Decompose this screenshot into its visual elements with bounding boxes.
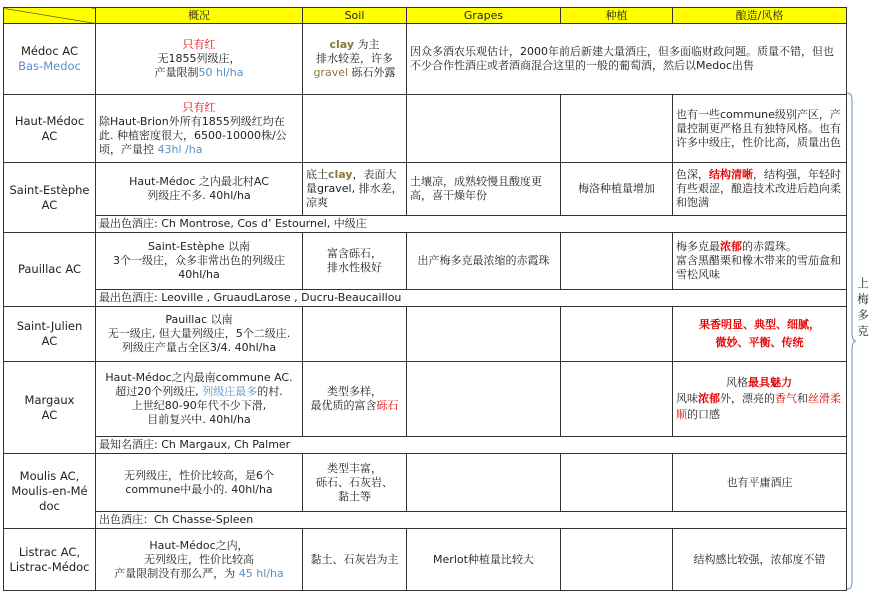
- region-subname: Bas-Medoc: [18, 59, 81, 73]
- soil-cell: [303, 163, 407, 216]
- region-name: Saint-Julien: [16, 319, 83, 333]
- row-medoc: [4, 24, 847, 95]
- style-line: [676, 240, 843, 254]
- overview-line: Saint-Estèphe 以南: [147, 240, 250, 253]
- style-cell: 结构感比较强，浓郁度不错: [673, 529, 847, 591]
- overview-highlight: 列级庄最多: [202, 385, 258, 398]
- style-highlight: 微妙、平衡、传统: [715, 336, 804, 349]
- region-name: Margaux: [24, 392, 75, 407]
- style-highlight: 浓郁: [698, 392, 720, 405]
- planting-cell: [561, 529, 673, 591]
- header-corner: [4, 8, 96, 24]
- region-cell: [4, 529, 96, 591]
- side-label-char: 梅: [857, 292, 869, 306]
- soil-term: clay: [328, 168, 353, 181]
- soil-cell: [303, 95, 407, 163]
- soil-text: 底土: [306, 168, 328, 181]
- soil-text: 排水较差，许多: [316, 52, 393, 65]
- soil-cell: [303, 24, 407, 95]
- overview-line: 无一级庄, 但大量列级庄，5个二级庄.: [107, 327, 291, 340]
- overview-line: [99, 66, 299, 80]
- planting-cell: [561, 95, 673, 163]
- soil-text: 类型多样，: [327, 385, 382, 398]
- overview-line: Haut-Médoc 之内最北村AC: [129, 175, 269, 188]
- grapes-cell: [407, 454, 561, 512]
- region-name: Moulis AC,: [19, 468, 80, 483]
- soil-text: 砾石外露: [348, 66, 396, 79]
- soil-cell: 黏土、石灰岩为主: [303, 529, 407, 591]
- style-cell: [673, 307, 847, 362]
- style-highlight: 结构清晰: [709, 168, 753, 181]
- region-name: doc: [39, 498, 60, 513]
- soil-text: 类型丰富，: [327, 461, 382, 475]
- note-row: [4, 437, 847, 454]
- region-name: AC: [41, 407, 58, 422]
- style-cell: [673, 163, 847, 216]
- row-saint-julien: [4, 307, 847, 362]
- style-cell: [673, 362, 847, 437]
- row-moulis: [4, 454, 847, 512]
- overview-cell: [96, 233, 303, 290]
- style-cell: 也有平庸酒庄: [673, 454, 847, 512]
- style-text: 色深，: [676, 168, 709, 181]
- region-name: Pauillac AC: [17, 262, 82, 276]
- medoc-comparison-table: [3, 7, 847, 591]
- note-row: [4, 216, 847, 233]
- red-only-label: 只有红: [182, 38, 216, 51]
- notable-chateaux: 出色酒庄：Ch Chasse-Spleen: [96, 512, 847, 529]
- region-name: Haut-Médoc: [14, 113, 85, 128]
- region-cell: [4, 95, 96, 163]
- soil-text: 富含砾石，: [327, 247, 382, 260]
- note-row: [4, 290, 847, 307]
- overview-line: 无列级庄，性价比较高: [144, 552, 254, 566]
- notable-chateaux: 最出色酒庄: Leoville , GruaudLarose , Ducru-Beaucaillou: [96, 290, 847, 307]
- soil-term: clay: [329, 38, 355, 51]
- overview-line: 列级庄产量占全区3/4. 40hl/ha: [121, 341, 277, 354]
- overview-text: 产量限制没有那么严，为: [114, 566, 239, 580]
- header-overview: 概况: [96, 8, 303, 24]
- header-row: [4, 8, 847, 24]
- style-highlight: 香气: [775, 392, 797, 405]
- overview-line: 无1855列级庄，: [157, 52, 241, 65]
- soil-text: 排水性极好: [327, 261, 382, 274]
- side-label-char: 克: [857, 324, 869, 338]
- overview-line: Haut-Médoc之内最南commune AC.: [105, 371, 293, 384]
- yield-value: 45 hl/ha: [238, 566, 284, 580]
- grapes-cell: [407, 307, 561, 362]
- soil-text: ，表面大量gravel, 排水差，凉爽: [306, 168, 403, 209]
- right-brace: [846, 92, 856, 590]
- header-soil: Soil: [303, 8, 407, 24]
- row-margaux: [4, 362, 847, 437]
- region-name: Listrac-Médoc: [9, 559, 90, 574]
- side-label-char: 上: [857, 276, 869, 290]
- grapes-cell: 出产梅多克最浓缩的赤霞珠: [407, 233, 561, 290]
- side-label: [856, 275, 870, 339]
- soil-line: [306, 399, 403, 413]
- overview-line: Haut-Médoc之内，: [149, 538, 249, 552]
- style-cell: 也有一些commune级别产区，产量控制更严格且有独特风格。也有许多中级庄，性价比高，质量出色: [673, 95, 847, 163]
- grapes-cell: [407, 95, 561, 163]
- overview-line: 目前复兴中. 40hl/ha: [147, 413, 251, 426]
- region-name: Moulis-en-Mé: [11, 483, 88, 498]
- region-name: AC: [41, 334, 58, 348]
- overview-cell: [96, 362, 303, 437]
- soil-cell: [303, 362, 407, 437]
- region-cell: [4, 454, 96, 529]
- style-text: 和: [797, 392, 808, 405]
- overview-line: 无列级庄，性价比较高，是6个commune中最小的. 40hl/ha: [124, 468, 274, 496]
- region-cell: [4, 163, 96, 233]
- overview-cell: [96, 163, 303, 216]
- style-text: 的赤霞珠。: [742, 240, 797, 253]
- soil-text: 最优质的富含: [310, 399, 377, 412]
- region-cell: [4, 307, 96, 362]
- style-text: ，结构强，年轻时有些艰涩，酿造技术改进后趋向柔和饱满: [676, 168, 841, 209]
- soil-highlight: 砾石: [376, 399, 399, 412]
- region-name: AC: [41, 197, 58, 212]
- style-line: [676, 375, 843, 391]
- region-name: Saint-Estèphe: [9, 182, 90, 197]
- soil-line: [306, 38, 403, 52]
- soil-term: gravel: [313, 66, 349, 79]
- planting-cell: [561, 362, 673, 437]
- yield-value: 43hl /ha: [157, 142, 203, 156]
- region-name: AC: [41, 128, 58, 143]
- soil-text: 砾石、石灰岩、: [316, 475, 393, 489]
- header-planting: 种植: [561, 8, 673, 24]
- overview-cell: [96, 24, 303, 95]
- style-highlight: 浓郁: [720, 240, 742, 253]
- style-text: 的口感: [687, 408, 720, 421]
- notable-chateaux: 最出色酒庄: Ch Montrose, Cos d’ Estournel, 中级庄: [96, 216, 847, 233]
- region-name: Listrac AC,: [18, 544, 81, 559]
- header-grapes: Grapes: [407, 8, 561, 24]
- overview-text: 超过20个列级庄,: [115, 385, 203, 398]
- red-only-label: 只有红: [182, 100, 216, 114]
- soil-text: 黏土等: [338, 489, 371, 503]
- region-cell: [4, 362, 96, 454]
- overview-cell: [96, 454, 303, 512]
- yield-value: 50 hl/ha: [198, 66, 244, 79]
- style-text: 风格: [726, 376, 748, 389]
- region-cell: [4, 233, 96, 307]
- overview-line: 列级庄不多. 40hl/ha: [147, 189, 251, 202]
- overview-line: 上世纪80-90年代不少下滑,: [131, 399, 267, 412]
- note-row: [4, 512, 847, 529]
- style-text: 梅多克最: [676, 240, 720, 253]
- overview-text: 除Haut-Brion外所有1855列级红均在此. 种植密度很大，6500-10000株/公顷，产量控: [99, 114, 287, 156]
- style-text: 外，漂亮的: [720, 392, 775, 405]
- overview-line: 3个一级庄，众多非常出色的列级庄: [113, 254, 285, 267]
- notable-chateaux: 最知名酒庄: Ch Margaux, Ch Palmer: [96, 437, 847, 454]
- overview-cell: [96, 95, 303, 163]
- row-listrac: [4, 529, 847, 591]
- yield-label: 产量限制: [154, 66, 199, 79]
- planting-cell: [561, 233, 673, 290]
- grapes-cell: [407, 362, 561, 437]
- merged-description-cell: 因众多酒农乐观估计，2000年前后新建大量酒庄，但多面临财政问题。质量不错，但也不少合作性酒庄或者酒商混合这里的一般的葡萄酒，然后以Medoc出售: [407, 24, 847, 95]
- soil-line: [306, 66, 403, 80]
- header-style: 酿造/风格: [673, 8, 847, 24]
- grapes-cell: Merlot种植量比较大: [407, 529, 561, 591]
- overview-line: Pauillac 以南: [165, 313, 233, 326]
- soil-cell: [303, 307, 407, 362]
- planting-cell: 梅洛种植量增加: [561, 163, 673, 216]
- overview-line: [99, 115, 299, 157]
- side-label-char: 多: [857, 308, 869, 322]
- soil-text: 为主: [354, 38, 380, 51]
- planting-cell: [561, 454, 673, 512]
- region-name: Médoc AC: [20, 44, 78, 58]
- grapes-cell: 土壤凉，成熟较慢且酸度更高，喜干燥年份: [407, 163, 561, 216]
- row-haut-medoc: [4, 95, 847, 163]
- overview-cell: [96, 529, 303, 591]
- overview-line: 40hl/ha: [178, 268, 220, 281]
- style-highlight: 果香明显、典型、细腻，: [699, 318, 820, 331]
- style-highlight: 丝滑柔顺: [676, 392, 841, 421]
- row-pauillac: [4, 233, 847, 290]
- soil-cell: [303, 233, 407, 290]
- style-line: [676, 391, 843, 423]
- style-text: 风味: [676, 392, 698, 405]
- style-text: 富含黑醋栗和橡木带来的雪茄盒和雪松风味: [676, 254, 841, 281]
- soil-cell: [303, 454, 407, 512]
- overview-line: [99, 385, 299, 399]
- style-cell: [673, 233, 847, 290]
- overview-line: [99, 567, 299, 581]
- row-saint-estephe: [4, 163, 847, 216]
- planting-cell: [561, 307, 673, 362]
- region-cell: [4, 24, 96, 95]
- overview-cell: [96, 307, 303, 362]
- style-highlight: 最具魅力: [748, 376, 792, 389]
- overview-text: 的村.: [257, 385, 283, 398]
